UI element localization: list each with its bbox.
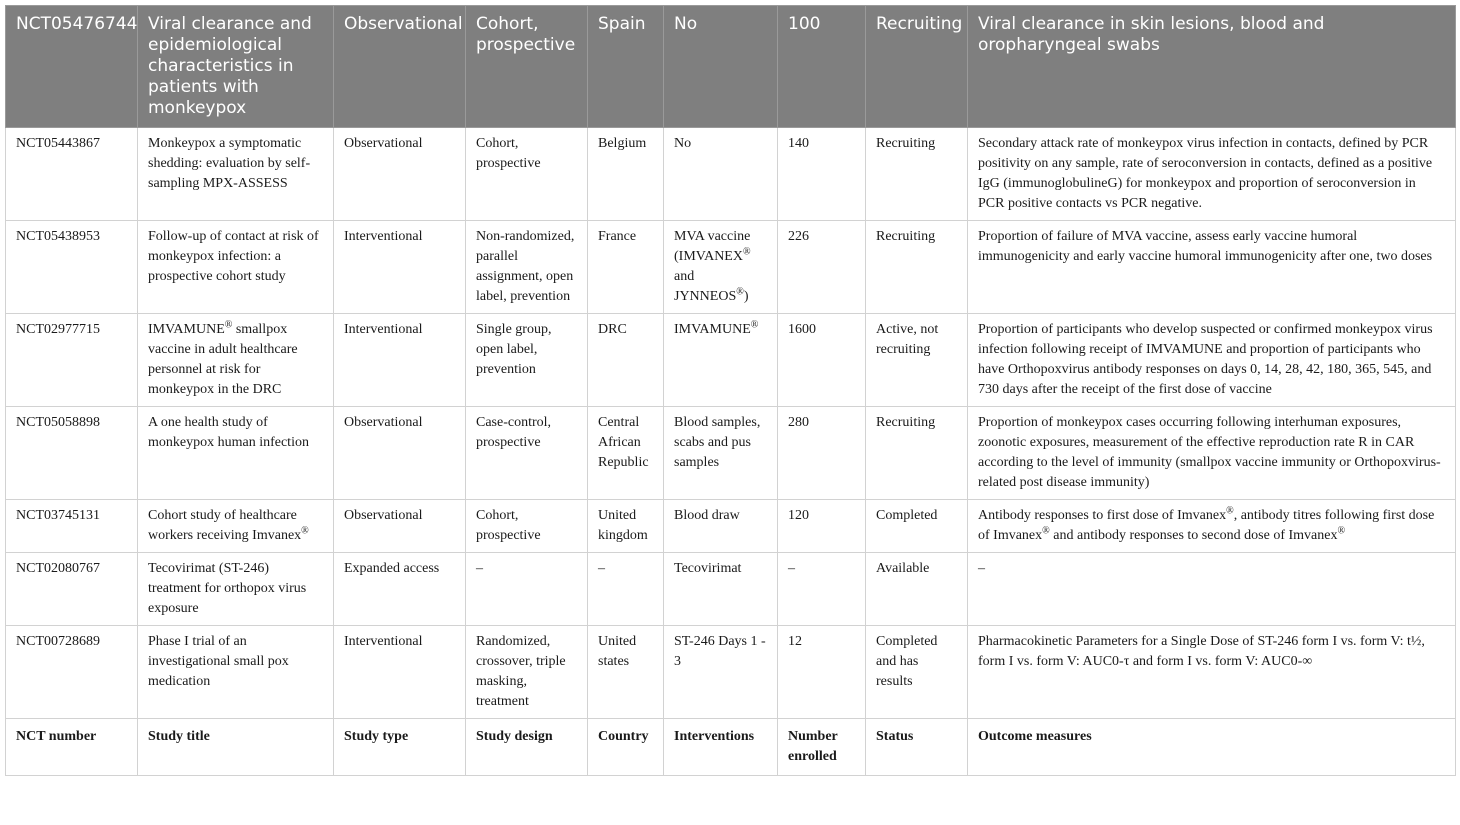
cell-outcome-measures: Proportion of participants who develop suspected or confirmed monkeypox virus infection following receipt of IMVAMUNE and proportion of participants who have Orthopoxvirus antibody responses on days 0, 14, 28, 42, 180, 365, 545, and 730 days after the receipt of the first dose of vaccine [968, 314, 1456, 407]
cell-study-design: Cohort, prospective [466, 500, 588, 553]
table-row-highlighted [6, 6, 1456, 128]
cell-country: DRC [588, 314, 664, 407]
cell-study-type: Interventional [334, 221, 466, 314]
cell-nct-number: NCT05438953 [6, 221, 138, 314]
registered-mark: ® [301, 525, 309, 537]
cell-status: Recruiting [866, 6, 968, 128]
column-header-nct-number: NCT number [6, 719, 138, 776]
cell-interventions: No [664, 128, 778, 221]
cell-nct-number: NCT05443867 [6, 128, 138, 221]
cell-nct-number: NCT02080767 [6, 553, 138, 626]
cell-country: United states [588, 626, 664, 719]
cell-number-enrolled: 226 [778, 221, 866, 314]
cell-study-design: – [466, 553, 588, 626]
cell-nct-number: NCT02977715 [6, 314, 138, 407]
cell-outcome-measures: Proportion of failure of MVA vaccine, assess early vaccine humoral immunogenicity and early vaccine humoral immunogenicity after one, two doses [968, 221, 1456, 314]
cell-outcome-measures: – [968, 553, 1456, 626]
cell-nct-number: NCT03745131 [6, 500, 138, 553]
column-header-study-title: Study title [138, 719, 334, 776]
cell-interventions: No [664, 6, 778, 128]
cell-number-enrolled: – [778, 553, 866, 626]
cell-country: United kingdom [588, 500, 664, 553]
registered-mark: ® [750, 319, 759, 331]
cell-status: Recruiting [866, 221, 968, 314]
cell-study-title: A one health study of monkeypox human infection [138, 407, 334, 500]
cell-study-title: Viral clearance and epidemiological characteristics in patients with monkeypox [138, 6, 334, 128]
cell-number-enrolled: 100 [778, 6, 866, 128]
cell-outcome-measures: Pharmacokinetic Parameters for a Single Dose of ST-246 form I vs. form V: t½, form I vs. form V: AUC0-τ and form I vs. form V: AUC0-∞ [968, 626, 1456, 719]
cell-outcome-measures: Viral clearance in skin lesions, blood and oropharyngeal swabs [968, 6, 1456, 128]
cell-number-enrolled: 1600 [778, 314, 866, 407]
cell-country: – [588, 553, 664, 626]
cell-interventions: Blood draw [664, 500, 778, 553]
cell-study-design: Non-randomized, parallel assignment, open label, prevention [466, 221, 588, 314]
cell-study-title: IMVAMUNE® smallpox vaccine in adult healthcare personnel at risk for monkeypox in the DRC [138, 314, 334, 407]
cell-country: France [588, 221, 664, 314]
cell-study-type: Interventional [334, 626, 466, 719]
table-row [6, 500, 1456, 553]
cell-status: Recruiting [866, 407, 968, 500]
cell-nct-number: NCT05058898 [6, 407, 138, 500]
column-header-row [6, 719, 1456, 776]
cell-interventions: IMVAMUNE® [664, 314, 778, 407]
cell-study-title: Phase I trial of an investigational small pox medication [138, 626, 334, 719]
cell-study-title: Follow-up of contact at risk of monkeypox infection: a prospective cohort study [138, 221, 334, 314]
registered-mark: ® [1042, 525, 1050, 537]
table-row [6, 128, 1456, 221]
registered-mark: ® [1226, 505, 1234, 517]
cell-study-type: Observational [334, 500, 466, 553]
table-row [6, 221, 1456, 314]
cell-country: Belgium [588, 128, 664, 221]
cell-interventions: ST-246 Days 1 - 3 [664, 626, 778, 719]
column-header-country: Country [588, 719, 664, 776]
table-row [6, 553, 1456, 626]
column-header-number-enrolled: Number enrolled [778, 719, 866, 776]
column-header-study-type: Study type [334, 719, 466, 776]
cell-study-design: Cohort, prospective [466, 6, 588, 128]
registered-mark: ® [224, 319, 233, 331]
cell-study-type: Observational [334, 128, 466, 221]
cell-study-title: Monkeypox a symptomatic shedding: evaluation by self-sampling MPX-ASSESS [138, 128, 334, 221]
cell-nct-number: NCT05476744 [6, 6, 138, 128]
cell-country: Spain [588, 6, 664, 128]
cell-interventions: MVA vaccine (IMVANEX® and JYNNEOS®) [664, 221, 778, 314]
cell-outcome-measures: Proportion of monkeypox cases occurring following interhuman exposures, zoonotic exposures, measurement of the effective reproduction rate R in CAR according to the level of immunity (smallpox vaccine immunity or Orthopoxvirus-related post disease immunity) [968, 407, 1456, 500]
cell-nct-number: NCT00728689 [6, 626, 138, 719]
table-row [6, 314, 1456, 407]
table-row [6, 626, 1456, 719]
cell-study-design: Single group, open label, prevention [466, 314, 588, 407]
cell-outcome-measures: Secondary attack rate of monkeypox virus infection in contacts, defined by PCR positivity on any sample, rate of seroconversion in contacts, defined as a positive IgG (immunoglobulineG) for monkeypox and proportion of seroconversion in PCR positive contacts vs PCR negative. [968, 128, 1456, 221]
cell-number-enrolled: 280 [778, 407, 866, 500]
table-body [6, 128, 1456, 719]
cell-study-type: Observational [334, 6, 466, 128]
cell-number-enrolled: 120 [778, 500, 866, 553]
table-row [6, 407, 1456, 500]
registered-mark: ® [742, 246, 751, 258]
cell-study-title: Tecovirimat (ST-246) treatment for orthopox virus exposure [138, 553, 334, 626]
cell-number-enrolled: 12 [778, 626, 866, 719]
cell-number-enrolled: 140 [778, 128, 866, 221]
cell-study-type: Observational [334, 407, 466, 500]
cell-interventions: Tecovirimat [664, 553, 778, 626]
registered-mark: ® [1337, 525, 1346, 537]
registered-mark: ® [736, 286, 744, 298]
cell-outcome-measures: Antibody responses to first dose of Imvanex®, antibody titres following first dose of Imvanex® and antibody responses to second dose of Imvanex® [968, 500, 1456, 553]
cell-status: Completed and has results [866, 626, 968, 719]
cell-study-design: Case-control, prospective [466, 407, 588, 500]
cell-study-type: Expanded access [334, 553, 466, 626]
column-header-study-design: Study design [466, 719, 588, 776]
trials-table [5, 5, 1456, 776]
cell-status: Active, not recruiting [866, 314, 968, 407]
column-header-status: Status [866, 719, 968, 776]
cell-study-type: Interventional [334, 314, 466, 407]
cell-country: Central African Republic [588, 407, 664, 500]
column-header-outcome-measures: Outcome measures [968, 719, 1456, 776]
cell-study-design: Cohort, prospective [466, 128, 588, 221]
cell-study-title: Cohort study of healthcare workers receiving Imvanex® [138, 500, 334, 553]
cell-status: Available [866, 553, 968, 626]
column-header-interventions: Interventions [664, 719, 778, 776]
cell-study-design: Randomized, crossover, triple masking, treatment [466, 626, 588, 719]
cell-interventions: Blood samples, scabs and pus samples [664, 407, 778, 500]
cell-status: Completed [866, 500, 968, 553]
cell-status: Recruiting [866, 128, 968, 221]
